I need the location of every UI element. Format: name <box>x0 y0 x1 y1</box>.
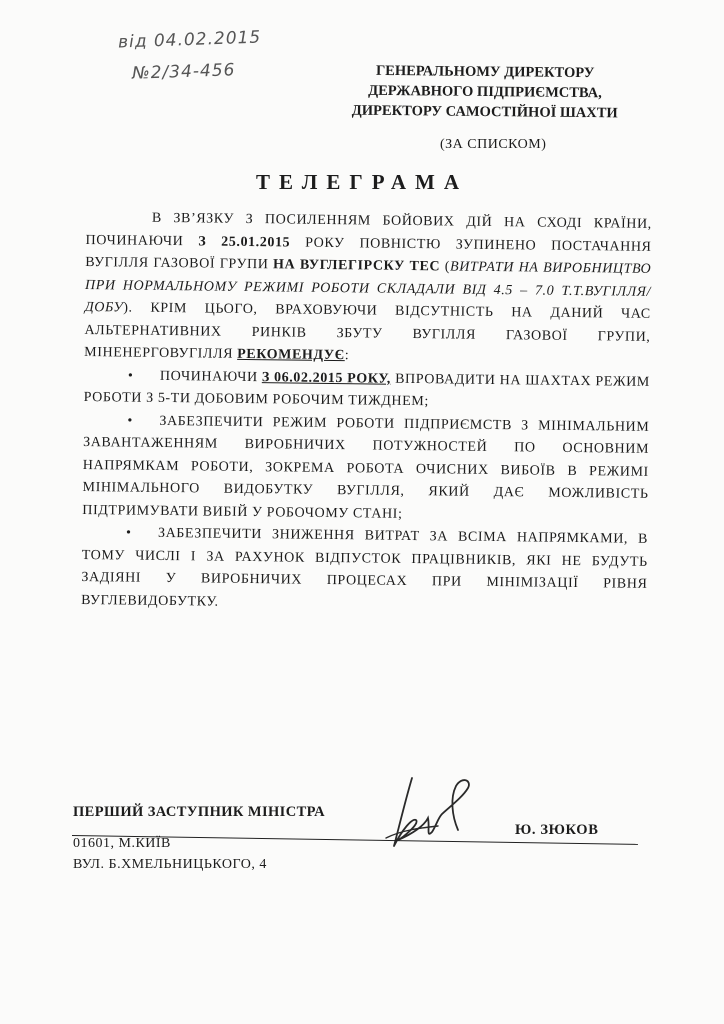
intro-text: : <box>344 348 350 364</box>
bullet-icon: • <box>125 525 132 541</box>
start-date: З 06.02.2015 РОКУ, <box>261 369 392 387</box>
list-item <box>82 409 649 528</box>
document-body <box>81 207 652 619</box>
address-city: 01601, М.КИЇВ <box>73 836 171 851</box>
intro-paragraph <box>84 207 652 371</box>
consumption-note: ВИТРАТИ НА ВИРОБНИЦТВО ПРИ НОРМАЛЬНОМУ РЕЖИМІ РОБОТИ СКЛАДАЛИ ВІД 4.5 – 7.0 Т.Т.ВУГІЛЛЯ/ДОБУ <box>84 259 652 316</box>
list-note: (ЗА СПИСКОМ) <box>440 137 547 152</box>
recommends-word: РЕКОМЕНДУЄ <box>237 346 345 364</box>
item-text: ЗАБЕЗПЕЧИТИ ЗНИЖЕННЯ ВИТРАТ ЗА ВСІМА НАПРЯМКАМИ, В ТОМУ ЧИСЛІ І ЗА РАХУНОК ВІДПУСТОК ПРАЦІВНИКІВ, ЯКІ НЕ БУДУТЬ ЗАДІЯНІ У ВИРОБНИЧИХ ПРОЦЕСАХ ПРИ МІНІМІЗАЦІЇ РІВНЯ ВУГЛЕВИДОБУТКУ. <box>81 525 649 610</box>
addressee-line: ДЕРЖАВНОГО ПІДПРИЄМСТВА, <box>368 82 602 102</box>
signer-name: Ю. ЗЮКОВ <box>515 822 599 838</box>
addressee-line: ГЕНЕРАЛЬНОМУ ДИРЕКТОРУ <box>375 62 595 82</box>
handwritten-number: №2/34-456 <box>131 60 236 84</box>
intro-text: ). КРІМ ЦЬОГО, ВРАХОВУЮЧИ ВІДСУТНІСТЬ НА ДАНИЙ ЧАС АЛЬТЕРНАТИВНИХ РИНКІВ ЗБУТУ ВУГІЛЛЯ ГАЗОВОЇ ГРУПИ, МІНЕНЕРГОВУГІЛЛЯ <box>84 300 651 362</box>
address-street: ВУЛ. Б.ХМЕЛЬНИЦЬКОГО, 4 <box>73 857 267 872</box>
tes-name: НА ВУГЛЕГІРСКУ ТЕС <box>273 257 441 275</box>
addressee-line: ДИРЕКТОРУ САМОСТІЙНОЇ ШАХТИ <box>351 102 618 122</box>
item-text: ЗАБЕЗПЕЧИТИ РЕЖИМ РОБОТИ ПІДПРИЄМСТВ З МІНІМАЛЬНИМ ЗАВАНТАЖЕННЯМ ВИРОБНИЧИХ ПОТУЖНОСТЕЙ ПО ОСНОВНИМ НАПРЯМКАМ РОБОТИ, ЗОКРЕМА РОБОТА ОЧИСНИХ ВИБОЇВ В РЕЖИМІ МІНІМАЛЬНОГО ВИДОБУТКУ ВУГІЛЛЯ, ЯКИЙ ДАЄ МОЖЛИВІСТЬ ПІДТРИМУВАТИ ВИБІЙ У РОБОЧОМУ СТАНІ; <box>82 413 650 522</box>
recommendations-list <box>81 364 650 618</box>
intro-text: В ЗВ’ЯЗКУ З ПОСИЛЕННЯМ БОЙОВИХ ДІЙ НА СХОДІ КРАЇНИ, ПОЧИНАЮЧИ <box>85 210 652 249</box>
handwritten-date: від 04.02.2015 <box>117 27 262 53</box>
signer-position: ПЕРШИЙ ЗАСТУПНИК МІНІСТРА <box>73 804 325 820</box>
stop-date: З 25.01.2015 <box>198 233 291 250</box>
bullet-icon: • <box>127 413 134 429</box>
document-title: ТЕЛЕГРАМА <box>255 170 469 194</box>
bullet-icon: • <box>127 368 134 384</box>
item-text: ВПРОВАДИТИ НА ШАХТАХ РЕЖИМ РОБОТИ З 5-ТИ ДОБОВИМ РОБОЧИМ ТИЖДНЕМ; <box>83 371 650 410</box>
item-text: ПОЧИНАЮЧИ <box>159 368 262 385</box>
intro-text: РОКУ ПОВНІСТЮ ЗУПИНЕНО ПОСТАЧАННЯ ВУГІЛЛЯ ГАЗОВОЇ ГРУПИ <box>85 234 652 273</box>
list-item <box>81 522 648 619</box>
intro-text: ( <box>440 259 451 275</box>
list-item <box>84 364 651 416</box>
addressee-block <box>335 60 636 123</box>
signature-mark <box>372 768 492 858</box>
